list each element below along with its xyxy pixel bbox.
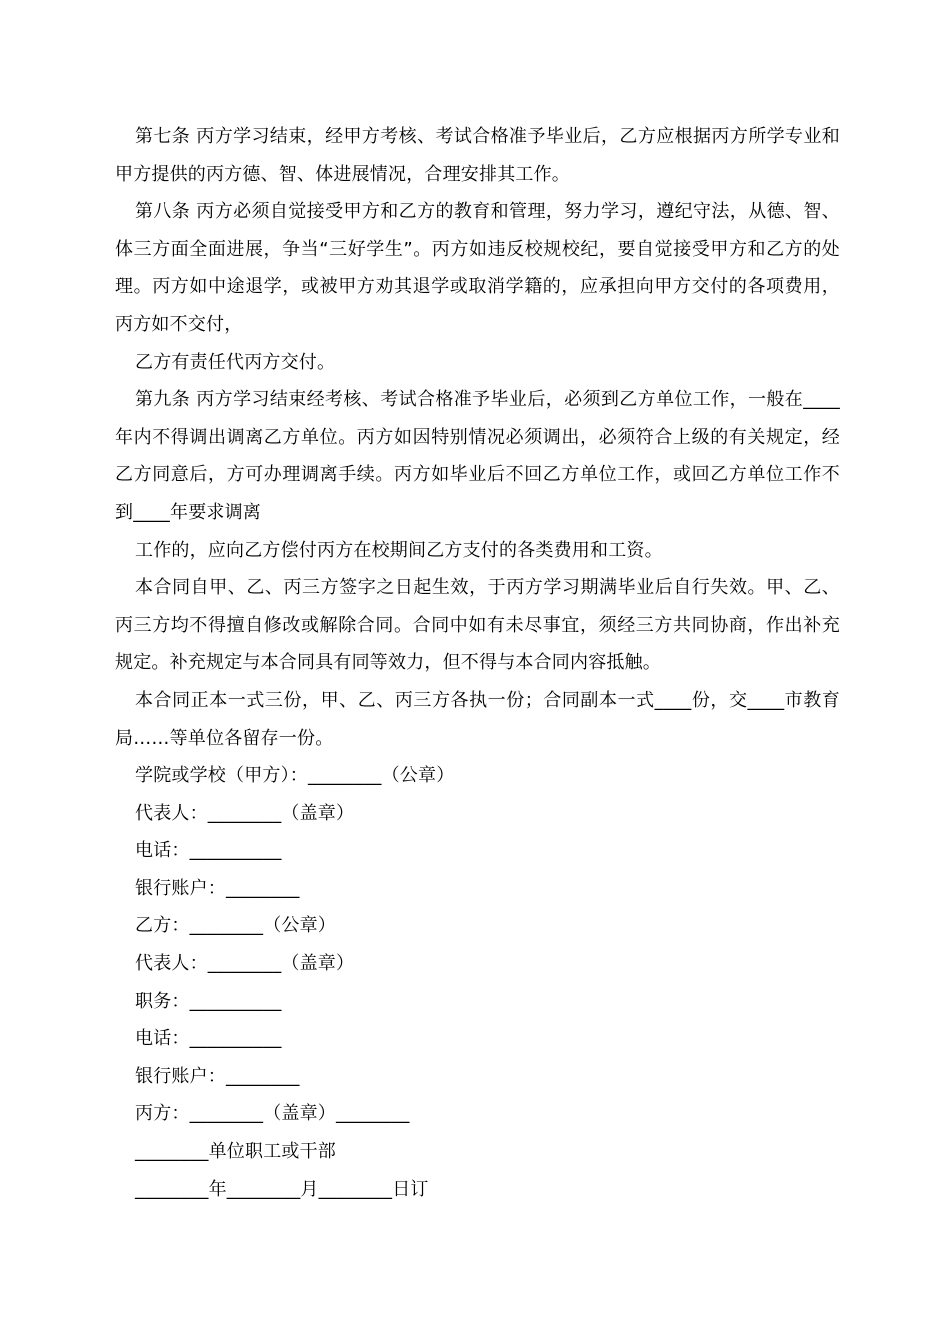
party-b-phone: 电话：__________ bbox=[135, 1028, 282, 1050]
party-b-position: 职务：__________ bbox=[135, 990, 282, 1012]
clause-seven: 第七条 丙方学习结束，经甲方考核、考试合格准予毕业后，乙方应根据丙方所学专业和甲方提供的丙方德、智、体进展情况，合理安排其工作。 bbox=[115, 126, 840, 185]
clause-eight: 第八条 丙方必须自觉接受甲方和乙方的教育和管理，努力学习，遵纪守法，从德、智、体三方面全面进展，争当“三好学生”。丙方如违反校规校纪，要自觉接受甲方和乙方的处理。丙方如中途退学，或被甲方劝其退学或取消学籍的，应承担向甲方交付的各项费用，丙方如不交付， bbox=[115, 201, 840, 335]
clause-nine: 第九条 丙方学习结束经考核、考试合格准予毕业后，必须到乙方单位工作，一般在____年内不得调出调离乙方单位。丙方如因特别情况必须调出，必须符合上级的有关规定，经乙方同意后，方可办理调离手续。丙方如毕业后不回乙方单位工作，或回乙方单位工作不到____年要求调离 bbox=[115, 389, 840, 523]
clause-eight-continued: 乙方有责任代丙方交付。 bbox=[135, 351, 336, 373]
party-c: 丙方：________（盖章）________ bbox=[135, 1103, 410, 1125]
clause-copies: 本合同正本一式三份，甲、乙、丙三方各执一份；合同副本一式____份，交____市教育局……等单位各留存一份。 bbox=[115, 689, 840, 749]
party-a-representative: 代表人：________（盖章） bbox=[135, 802, 355, 824]
party-a-school: 学院或学校（甲方）：________（公章） bbox=[135, 765, 455, 787]
party-b-bank-account: 银行账户：________ bbox=[135, 1065, 300, 1087]
party-c-unit: ________单位职工或干部 bbox=[135, 1141, 336, 1163]
party-b: 乙方：________（公章） bbox=[135, 915, 336, 937]
clause-nine-continued: 工作的，应向乙方偿付丙方在校期间乙方支付的各类费用和工资。 bbox=[135, 539, 663, 561]
signature-block bbox=[115, 757, 840, 1208]
party-a-phone: 电话：__________ bbox=[135, 840, 282, 862]
signing-date: ________年________月________日订 bbox=[135, 1178, 429, 1200]
clause-effective: 本合同自甲、乙、丙三方签字之日起生效，于丙方学习期满毕业后自行失效。甲、乙、丙三方均不得擅自修改或解除合同。合同中如有未尽事宜，须经三方共同协商，作出补充规定。补充规定与本合同具有同等效力，但不得与本合同内容抵触。 bbox=[115, 577, 840, 674]
party-a-bank-account: 银行账户：________ bbox=[135, 877, 300, 899]
document-page bbox=[115, 118, 840, 1208]
party-b-representative: 代表人：________（盖章） bbox=[135, 953, 355, 975]
